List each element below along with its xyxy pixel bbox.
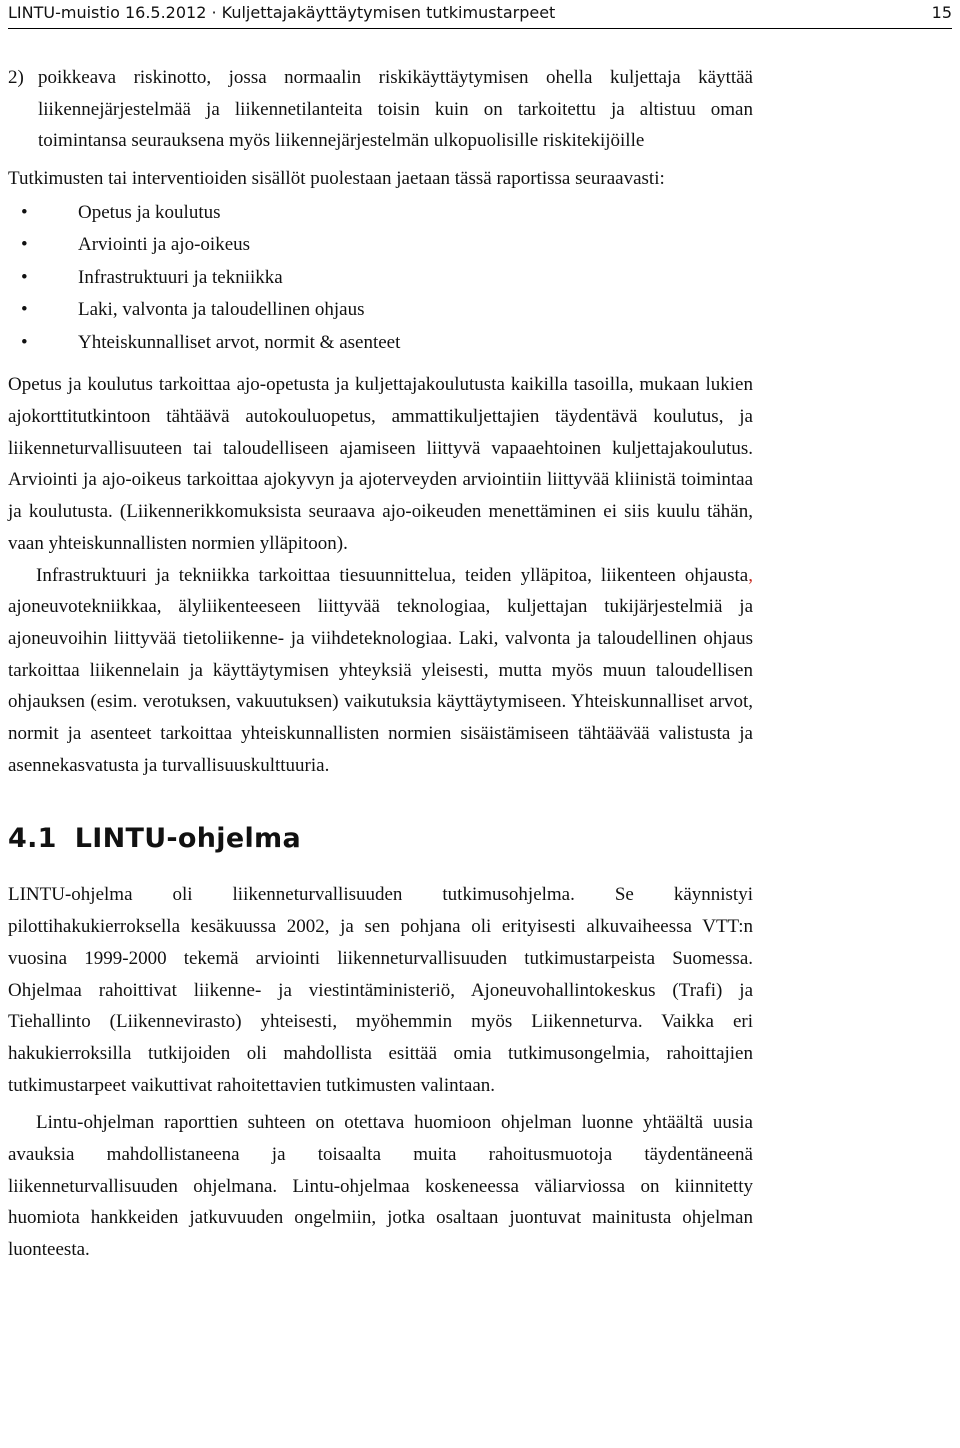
bullet-text: Opetus ja koulutus [78, 201, 221, 223]
intro-paragraph: Tutkimusten tai interventioiden sisällöt puolestaan jaetaan tässä raportissa seuraavasti: [8, 168, 665, 190]
bullet-item [8, 262, 753, 295]
section-title: LINTU-ohjelma [74, 823, 301, 855]
bullet-text: Infrastruktuuri ja tekniikka [78, 266, 283, 288]
paragraph-infrastructure-start: Infrastruktuuri ja tekniikka tarkoittaa tiesuunnittelua, teiden ylläpitoa, liikenteen ohjausta [36, 564, 749, 586]
list-item-number: 2) [8, 67, 24, 88]
paragraph-lintu-reports: Lintu-ohjelman raporttien suhteen on otettava huomioon ohjelman luonne yhtäältä uusia avauksia mahdollistaneena ja toisaalta muita rahoitusmuotoja täydentäneenä liikenneturvallisuuden ohjelmana. Lintu-ohjelmaa koskeneessa väliarviossa on kiinnitetty huomiota hankkeiden jatkuvuuden ongelmiin, jotka osaltaan juontuvat mainitusta ohjelman luonteesta. [8, 1112, 753, 1261]
paragraph-lintu-program: LINTU-ohjelma oli liikenneturvallisuuden tutkimusohjelma. Se käynnistyi pilottihakukierroksella kesäkuussa 2002, ja sen pohjana oli erityisesti alkuvaiheessa VTT:n vuosina 1999-2000 tekemä arviointi liikenneturvallisuuden tutkimustarpeista Suomessa. Ohjelmaa rahoittivat liikenne- ja viestintäministeriö, Ajoneuvohallintokeskus (Trafi) ja Tiehallinto (Liikennevirasto) yhteisesti, myöhemmin myös Liikenneturva. Vaikka eri hakukierroksilla tutkijoiden oli mahdollista esittää omia tutkimusongelmia, rahoittajien tutkimustarpeet vaikuttivat rahoitettavien tutkimusten valintaan. [8, 884, 753, 1096]
bullet-item [8, 197, 753, 230]
page-number: 15 [931, 3, 952, 22]
paragraph-infrastructure [8, 560, 753, 782]
bullet-item [8, 229, 753, 262]
bullet-icon: • [21, 266, 28, 288]
bullet-icon: • [21, 201, 28, 223]
section-heading [8, 819, 753, 859]
bullet-text: Arviointi ja ajo-oikeus [78, 234, 251, 256]
paragraph-infrastructure-end: ajoneuvotekniikkaa, älyliikenteeseen liittyvää teknologiaa, kuljettajan tukijärjestelmiä ja ajoneuvoihin liittyvää tietoliikenne- ja viihdeteknologiaa. Laki, valvonta ja taloudellinen ohjaus tarkoittaa liikennelain ja käyttäytymisen yhteyksiä yleisesti, mutta myös muun taloudellisen ohjauksen (esim. verotuksen, vakuutuksen) vaikutuksia käyttäytymiseen. Yhteiskunnalliset arvot, normit ja asenteet tarkoittaa yhteiskunnallisten normien sisäistämiseen tähtäävää valistusta ja asennekasvatusta ja turvallisuuskulttuuria. [8, 596, 753, 776]
red-comma: , [748, 564, 753, 586]
bullet-icon: • [21, 299, 28, 321]
running-title: LINTU-muistio 16.5.2012 · Kuljettajakäyttäytymisen tutkimustarpeet [8, 3, 556, 22]
page-header [8, 0, 952, 29]
content-categories-list [8, 197, 753, 360]
list-item-text: poikkeava riskinotto, jossa normaalin riskikäyttäytymisen ohella kuljettaja käyttää liikennejärjestelmää ja liikennetilanteita toisin kuin on tarkoitettu ja altistuu oman toimintansa seurauksena myös liikennejärjestelmän ulkopuolisille riskitekijöille [38, 67, 753, 152]
bullet-item [8, 327, 753, 360]
paragraph-education: Opetus ja koulutus tarkoittaa ajo-opetusta ja kuljettajakoulutusta kaikilla tasoilla, mukaan lukien ajokorttitutkintoon tähtäävä autokouluopetus, ammattikuljettajien täydentävä koulutus, ja liikenneturvallisuuteen tai taloudelliseen ajamiseen liittyvä vapaaehtoinen kuljettajakoulutus. Arviointi ja ajo-oikeus tarkoittaa ajokyvyn ja ajoterveyden arviointiin liittyvää kliinistä toimintaa ja koulutusta. (Liikennerikkomuksista seuraava ajo-oikeuden menettäminen ei siis kuulu tähän, vaan yhteiskunnallisten normien ylläpitoon). [8, 374, 753, 554]
list-item [8, 62, 753, 157]
page-body [8, 62, 753, 1266]
section-number: 4.1 [8, 823, 57, 855]
bullet-icon: • [21, 331, 28, 353]
bullet-text: Yhteiskunnalliset arvot, normit & asenteet [78, 331, 401, 353]
bullet-item [8, 294, 753, 327]
bullet-text: Laki, valvonta ja taloudellinen ohjaus [78, 299, 365, 321]
bullet-icon: • [21, 234, 28, 256]
